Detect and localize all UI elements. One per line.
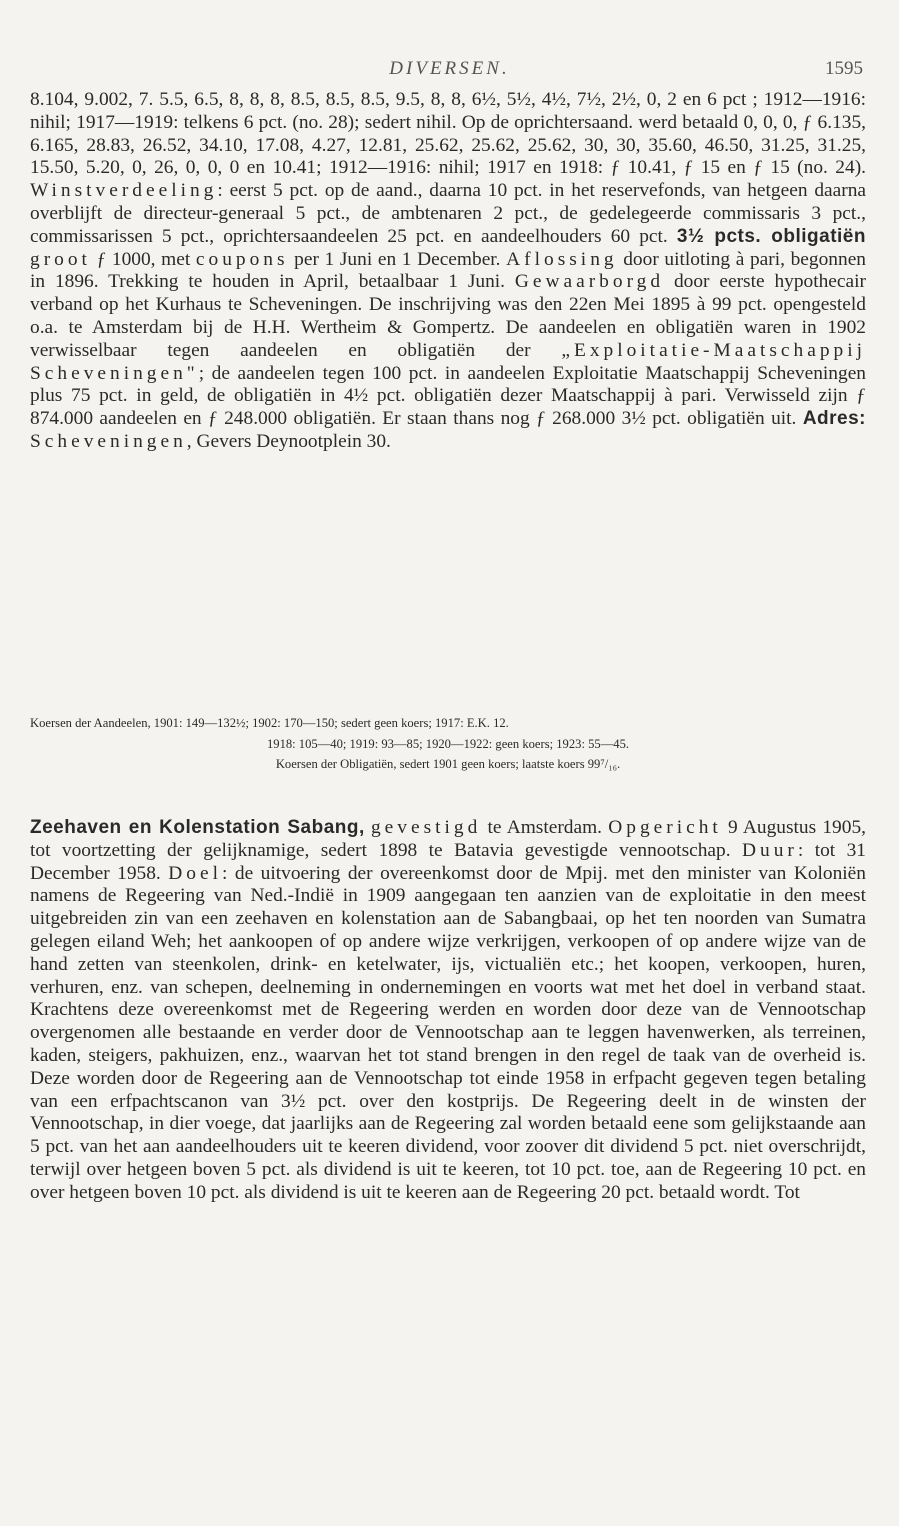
opgericht-label: Opgericht [608,817,722,838]
page-number: 1595 [825,58,863,79]
koersen-aandeelen-line-2: 1918: 105—40; 1919: 93—85; 1920—1922: geen koers; 1923: 55—45. [266,736,630,751]
groot-label: groot [30,248,91,270]
koersen-block [30,713,866,775]
section-zeehaven-sabang [30,817,866,1205]
koersen-aandeelen-line: Koersen der Aandeelen, 1901: 149—132½; 1902: 170—150; sedert geen koers; 1917: E.K. 12. [30,716,509,730]
company-title: Zeehaven en Kolenstation Sabang, [30,817,365,838]
doel-text: : de uitvoering der overeenkomst door de Mpij. met den minister van Koloniën namens de Regeering van Ned.-Indië in 1909 aangegaan ten aanzien van de exploitatie in den meest uitgebreiden zin van een zeehaven en kolenstation aan de Sabangbaai, op het ten noorden van Sumatra gelegen eiland Weh; het aankoopen of op andere wijze verkrijgen, verkoopen of op andere wijze van de hand zetten van steenkolen, drink- en ketelwater, ijs, victualiën etc.; het koopen, verkoopen, huren, verhuren, enz. van schepen, deelneming in ondernemingen en voorts wat met het doel in verband staat. Krachtens deze overeenkomst met de Regeering werden en worden door deze van de Vennootschap overgenomen alle bestaande en verder door de Vennootschap aan te leggen havenwerken, als terreinen, kaden, steigers, pakhuizen, enz., waarvan het tot stand brengen in den regel de taak van de overheid is. Deze worden door de Regeering aan de Vennootschap tot einde 1958 in erfpacht gegeven tegen betaling van een erfpachtscanon van 3½ pct. over den kostprijs. De Regeering deelt in de winsten der Vennootschap, in dier voege, dat jaarlijks aan de Regeering zal worden betaald eene som gelijkstaande aan 5 pct. van het aan aandeelhouders uit te keeren dividend, voor zoover dit dividend 5 pct. niet overschrijdt, terwijl over hetgeen boven 5 pct. als dividend is uit te keeren, tot 10 pct. toe, aan de Regeering 10 pct. en over hetgeen boven 10 pct. als dividend is uit te keeren aan de Regeering 20 pct. betaald wordt. Tot [30,862,866,1203]
adres-label: Adres: [802,408,866,430]
coupons-label: coupons [195,248,289,270]
company-name-spaced: „Exploitatie-Maatschappij Scheveningen" [30,339,866,384]
paragraph [30,89,866,454]
page-header [30,58,869,88]
gewaarborgd-label: Gewaarborgd [514,271,665,293]
duur-label: Duur [742,839,798,861]
section-kurhaus-continuation [30,89,866,454]
adres-place: Scheveningen [30,430,187,452]
obligation-heading: 3½ pcts. obligatiën [676,225,866,247]
aflossing-text: door uitloting à pari, begonnen in 1896. Trekking te houden in April, betaalbaar 1 Juni. [30,248,866,293]
location-text: te Amsterdam. [487,817,603,838]
running-title: DIVERSEN. [389,58,510,79]
exchange-text: ; de aandeelen tegen 100 pct. in aandeelen Exploitatie Maatschappij Scheveningen plus 75 pct. in geld, de obligatiën in 4½ pct. obligatiën dezer Maatschappij à pari. Verwisseld zijn ƒ 874.000 aandeelen en ƒ 248.000 obligatiën. Er staan thans nog ƒ 268.000 3½ pct. obligatiën uit. [30,362,866,430]
winstverdeeling-text: : eerst 5 pct. op de aand., daarna 10 pct. in het reservefonds, van hetgeen daarna overblijft de directeur-generaal 5 pct., de ambtenaren 2 pct., de gedelegeerde commissaris 3 pct., commissarissen 5 pct., oprichtersaandeelen 25 pct. en aandeelhouders 60 pct. [30,180,866,247]
gevestigd-label: gevestigd [370,817,482,838]
duur-text: : tot 31 December 1958. [30,839,866,884]
adres-rest: , Gevers Deynootplein 30. [186,430,391,452]
opgericht-text: 9 Augustus 1905, tot voortzetting der gelijknamige, sedert 1898 te Batavia gevestigde vennootschap. [30,817,866,861]
winstverdeeling-label: Winstverdeeling [30,180,218,202]
aflossing-label: Aflossing [506,248,618,270]
coupons-text: per 1 Juni en 1 December. [294,248,501,270]
dividend-text: 8.104, 9.002, 7. 5.5, 6.5, 8, 8, 8, 8.5, 8.5, 8.5, 9.5, 8, 8, 6½, 5½, 4½, 7½, 2½, 0, 2 en 6 pct ; 1912—1916: nihil; 1917—1919: telkens 6 pct. (no. 28); sedert nihil. Op de oprichtersaand. werd betaald 0, 0, 0, ƒ 6.135, 6.165, 28.83, 26.52, 34.10, 17.08, 4.27, 12.81, 25.62, 25.62, 25.62, 30, 30, 35.60, 46.50, 31.25, 31.25, 15.50, 5.20, 0, 26, 0, 0, 0 en 10.41; 1912—1916: nihil; 1917 en 1918: ƒ 10.41, ƒ 15 en ƒ 15 (no. 24). [30,89,866,179]
paragraph [30,817,866,1205]
doel-label: Doel [168,862,222,884]
gewaarborgd-text: door eerste hypothecair verband op het Kurhaus te Scheveningen. De inschrijving was den 22en Mei 1895 à 99 pct. opengesteld o.a. te Amsterdam bij de H.H. Wertheim & Gompertz. De aandeelen en obligatiën waren in 1902 verwisselbaar tegen aandeelen en obligatiën der [30,271,866,361]
obligation-text: ƒ 1000, met [96,248,191,270]
koersen-obligaties-line: Koersen der Obligatiën, sedert 1901 geen koers; laatste koers 99⁷/₁₆. [275,757,621,771]
